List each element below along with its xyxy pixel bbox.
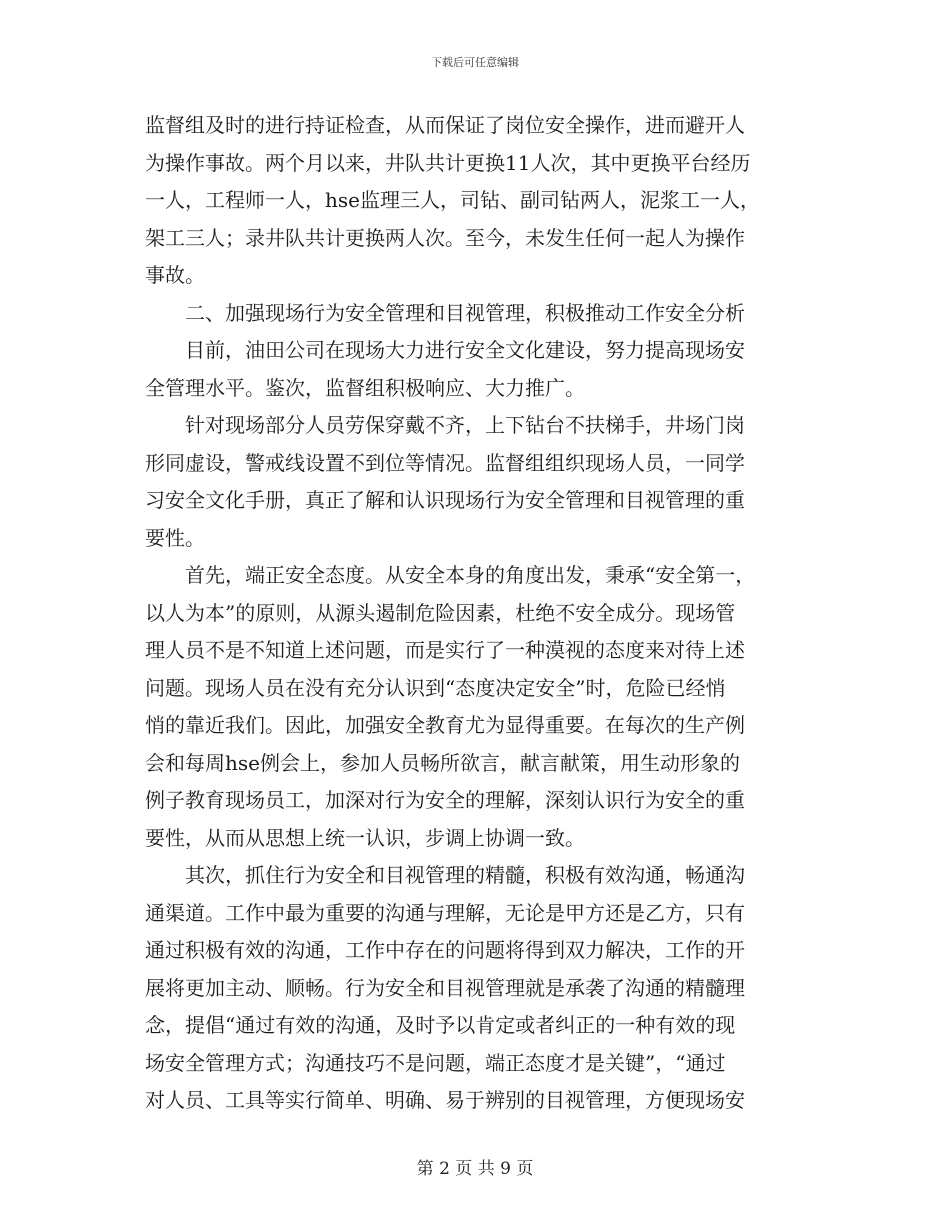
text-line: 展将更加主动、顺畅。行为安全和目视管理就是承袭了沟通的精髓理 (145, 975, 745, 1000)
text-line: 要性，从而从思想上统一认识，步调上协调一致。 (145, 825, 585, 850)
text-line: 形同虚设，警戒线设置不到位等情况。监督组组织现场人员，一同学 (145, 450, 745, 475)
text-line: 通过积极有效的沟通，工作中存在的问题将得到双力解决，工作的开 (145, 938, 745, 962)
text-line: 监督组及时的进行持证检查，从而保证了岗位安全操作，进而避开人 (145, 113, 745, 137)
text-line: 例子教育现场员工，加深对行为安全的理解，深刻认识行为安全的重 (145, 788, 745, 812)
text-line: 一人，工程师一人，hse监理三人，司钻、副司钻两人，泥浆工一人， (145, 188, 760, 212)
text-line: 通渠道。工作中最为重要的沟通与理解，无论是甲方还是乙方，只有 (145, 900, 745, 925)
text-line: 事故。 (145, 263, 205, 287)
text-line: 念，提倡“通过有效的沟通，及时予以肯定或者纠正的一种有效的现 (145, 1013, 736, 1037)
text-line: 为操作事故。两个月以来，井队共计更换11人次，其中更换平台经历 (145, 150, 751, 175)
text-line: 场安全管理方式；沟通技巧不是问题，端正态度才是关键”，“通过 (145, 1050, 726, 1075)
page-header: 下载后可任意编辑 (431, 56, 519, 69)
text-line: 针对现场部分人员劳保穿戴不齐，上下钻台不扶梯手，井场门岗 (145, 413, 745, 437)
text-line: 问题。现场人员在没有充分认识到“态度决定安全”时，危险已经悄 (145, 675, 726, 700)
text-line: 悄的靠近我们。因此，加强安全教育尤为显得重要。在每次的生产例 (145, 713, 745, 737)
text-line: 目前，油田公司在现场大力进行安全文化建设，努力提高现场安 (145, 338, 745, 362)
text-line: 会和每周hse例会上，参加人员畅所欲言，献言献策，用生动形象的 (145, 750, 740, 775)
text-line: 理人员不是不知道上述问题，而是实行了一种漠视的态度来对待上述 (145, 638, 745, 662)
text-line: 首先，端正安全态度。从安全本身的角度出发，秉承“安全第一， (145, 563, 756, 587)
text-line: 以人为本”的原则，从源头遏制危险因素，杜绝不安全成分。现场管 (145, 600, 736, 625)
text-line: 对人员、工具等实行简单、明确、易于辨别的目视管理，方便现场安 (145, 1088, 745, 1112)
text-line: 习安全文化手册，真正了解和认识现场行为安全管理和目视管理的重 (145, 488, 745, 512)
text-line: 架工三人；录井队共计更换两人次。至今，未发生任何一起人为操作 (145, 225, 745, 250)
text-line: 全管理水平。鉴次，监督组积极响应、大力推广。 (145, 375, 585, 400)
document-body (145, 107, 810, 1120)
section-heading: 二、加强现场行为安全管理和目视管理，积极推动工作安全分析 (145, 300, 745, 325)
text-line: 要性。 (145, 525, 205, 550)
page-number: 第 2 页 共 9 页 (416, 1159, 534, 1179)
text-line: 其次，抓住行为安全和目视管理的精髓，积极有效沟通，畅通沟 (145, 863, 745, 887)
